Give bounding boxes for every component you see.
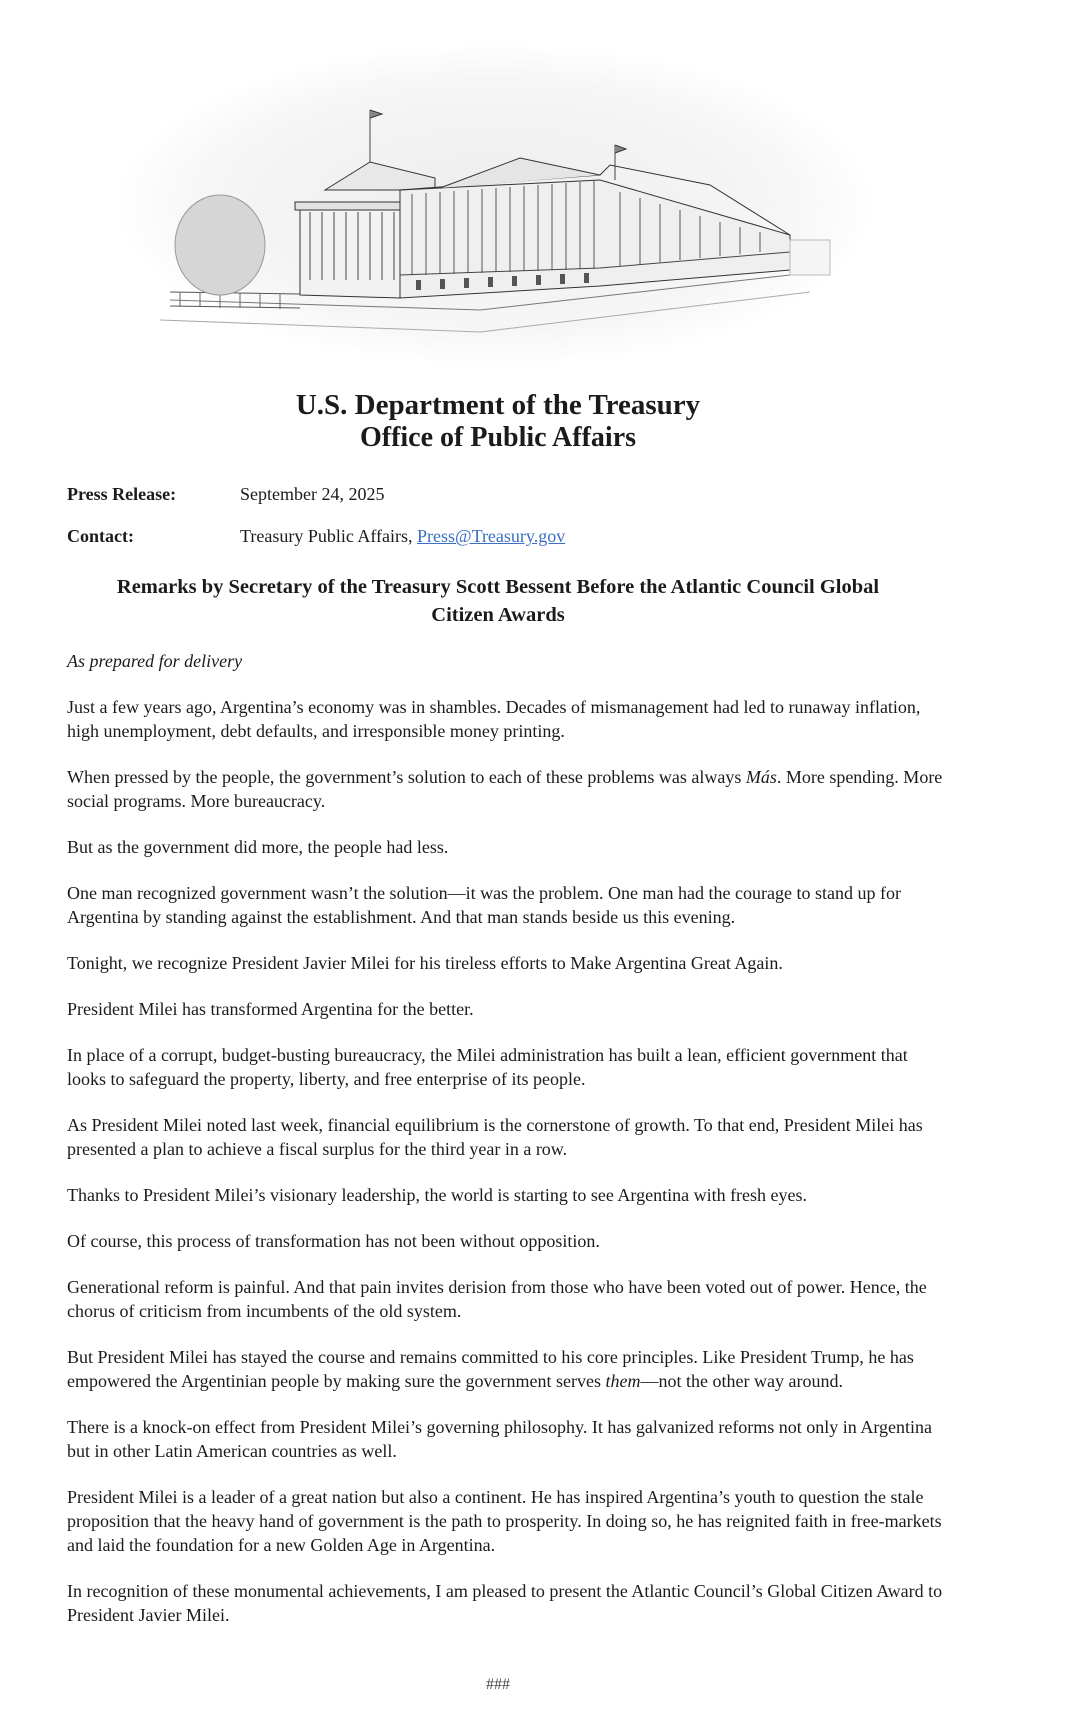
paragraph: As President Milei noted last week, financial equilibrium is the cornerstone of growth. To that end, President Milei has presented a plan to achieve a fiscal surplus for the third year in a row. bbox=[67, 1115, 923, 1159]
headline bbox=[60, 573, 936, 629]
contact-name: Treasury Public Affairs, bbox=[240, 526, 417, 546]
page-subtitle: Office of Public Affairs bbox=[359, 422, 637, 453]
delivery-note: As prepared for delivery bbox=[67, 651, 243, 671]
emphasis-text: them bbox=[605, 1371, 641, 1391]
paragraph: Tonight, we recognize President Javier Milei for his tireless efforts to Make Argentina Great Again. bbox=[67, 953, 783, 973]
paragraph: Generational reform is painful. And that pain invites derision from those who have been voted out of power. Hence, the chorus of criticism from incumbents of the old system. bbox=[67, 1277, 927, 1321]
paragraph: One man recognized government wasn’t the solution—it was the problem. One man had the courage to stand up for Argentina by standing against the establishment. And that man stands beside us this evening. bbox=[67, 883, 901, 927]
paragraph: In place of a corrupt, budget-busting bureaucracy, the Milei administration has built a lean, efficient government that looks to safeguard the property, liberty, and free enterprise of its people. bbox=[67, 1045, 908, 1089]
paragraph: President Milei has transformed Argentina for the better. bbox=[67, 999, 474, 1019]
contact-label: Contact: bbox=[67, 526, 134, 546]
emphasis-text: Más bbox=[745, 767, 777, 787]
remarks-body bbox=[67, 649, 947, 1649]
end-mark: ### bbox=[486, 1676, 510, 1693]
headline-line-2: Citizen Awards bbox=[431, 604, 565, 626]
paragraph-text: When pressed by the people, the government’s solution to each of these problems was always bbox=[67, 767, 746, 787]
paragraph-text: But President Milei has stayed the course and remains committed to his core principles. Like President Trump, he has empowered the Argentinian people by making sure the government serves bbox=[67, 1347, 914, 1391]
paragraph: There is a knock-on effect from President Milei’s governing philosophy. It has galvanized reforms not only in Argentina but in other Latin American countries as well. bbox=[67, 1417, 932, 1461]
paragraph-text: —not the other way around. bbox=[640, 1371, 843, 1391]
press-release-date: September 24, 2025 bbox=[240, 484, 385, 504]
paragraph bbox=[67, 765, 947, 813]
paragraph: President Milei is a leader of a great nation but also a continent. He has inspired Argentina’s youth to question the stale proposition that the heavy hand of government is the path to prosperity. In doing so, he has reignited faith in free-markets and laid the foundation for a new Golden Age in Argentina. bbox=[67, 1487, 942, 1555]
contact-row bbox=[67, 524, 565, 548]
contact-email-link[interactable]: Press@Treasury.gov bbox=[417, 526, 566, 546]
headline-line-1: Remarks by Secretary of the Treasury Scott Bessent Before the Atlantic Council Global bbox=[116, 576, 880, 598]
paragraph: Of course, this process of transformation has not been without opposition. bbox=[67, 1231, 600, 1251]
treasury-building-engraving bbox=[150, 70, 850, 350]
paragraph: Just a few years ago, Argentina’s economy was in shambles. Decades of mismanagement had led to runaway inflation, high unemployment, debt defaults, and irresponsible money printing. bbox=[67, 697, 921, 741]
paragraph-text: . More spending. More social programs. More bureaucracy. bbox=[67, 767, 943, 811]
press-release-label: Press Release: bbox=[67, 484, 177, 504]
press-release-row bbox=[67, 482, 384, 506]
paragraph: But as the government did more, the people had less. bbox=[67, 837, 449, 857]
page-title: U.S. Department of the Treasury bbox=[295, 389, 701, 421]
paragraph: In recognition of these monumental achievements, I am pleased to present the Atlantic Council’s Global Citizen Award to President Javier Milei. bbox=[67, 1581, 943, 1625]
paragraph: Thanks to President Milei’s visionary leadership, the world is starting to see Argentina with fresh eyes. bbox=[67, 1185, 808, 1205]
paragraph bbox=[67, 1345, 947, 1393]
